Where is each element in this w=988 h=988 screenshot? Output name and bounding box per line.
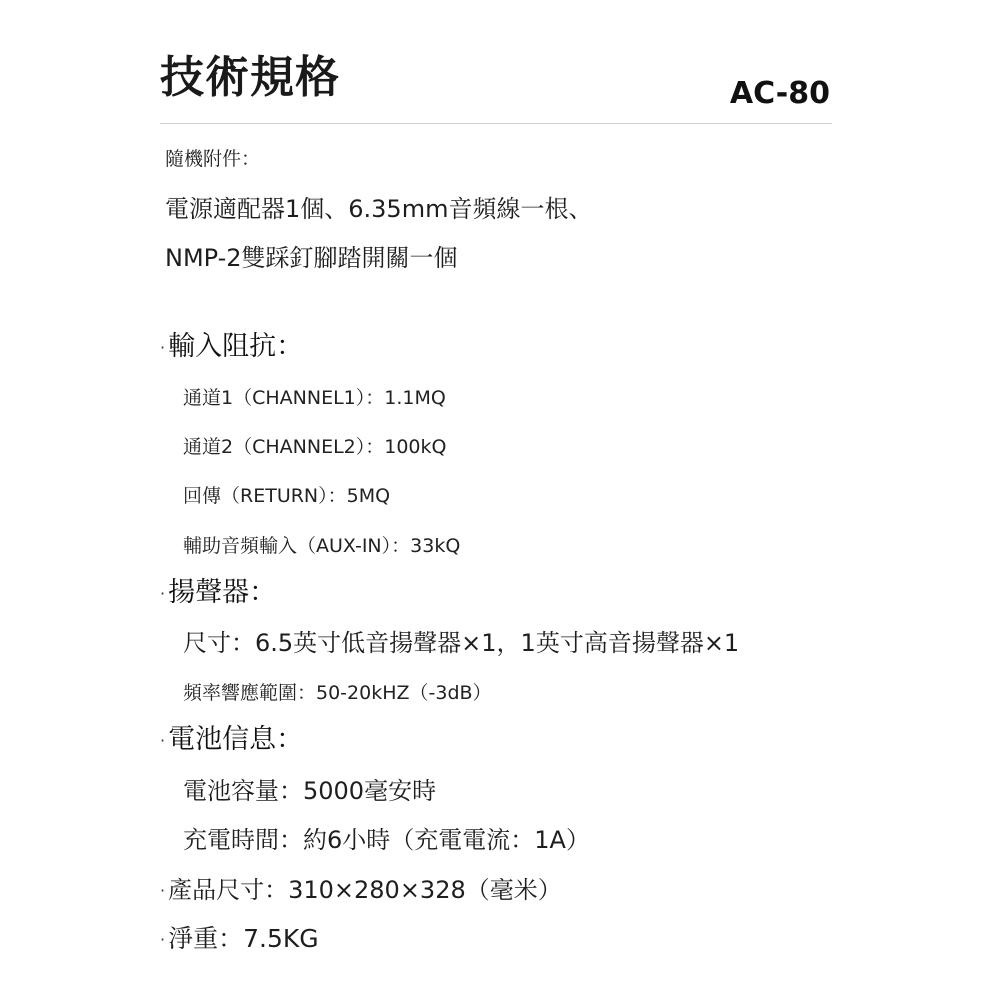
impedance-item-channel1: 通道1（CHANNEL1）：1.1MQ: [183, 387, 446, 409]
accessories-line-2: NMP-2雙踩釘腳踏開關一個: [165, 244, 458, 272]
product-size-text: 產品尺寸：310×280×328（毫米）: [168, 876, 562, 904]
bullet-dot: ·: [160, 730, 166, 750]
model-number: AC-80: [729, 76, 830, 111]
impedance-item-return: 回傳（RETURN）：5MQ: [183, 485, 391, 507]
battery-capacity: 電池容量：5000毫安時: [183, 777, 437, 805]
impedance-item-channel2: 通道2（CHANNEL2）：100kQ: [183, 436, 447, 458]
battery-heading-text: 電池信息：: [168, 724, 304, 755]
bullet-dot: ·: [160, 337, 166, 357]
impedance-heading-text: 輸入阻抗：: [168, 331, 304, 362]
impedance-heading: [160, 329, 303, 366]
battery-heading: [160, 722, 303, 759]
bullet-dot: ·: [160, 583, 166, 603]
title-divider: [160, 123, 832, 124]
bullet-dot: ·: [160, 881, 166, 900]
page-title: 技術規格: [160, 52, 340, 103]
net-weight: [160, 922, 319, 957]
speaker-heading: [160, 575, 276, 612]
product-size: [160, 874, 562, 907]
battery-charge-time: 充電時間：約6小時（充電電流：1A）: [183, 826, 590, 854]
speaker-heading-text: 揚聲器：: [168, 577, 277, 608]
speaker-size: 尺寸：6.5英寸低音揚聲器×1，1英寸高音揚聲器×1: [183, 629, 740, 657]
impedance-item-aux-in: 輔助音頻輸入（AUX-IN）：33kQ: [183, 535, 461, 557]
speaker-frequency: 頻率響應範圍：50-20kHZ（-3dB）: [183, 682, 492, 704]
bullet-dot: ·: [160, 930, 166, 949]
accessories-label: 隨機附件：: [165, 148, 261, 170]
net-weight-text: 淨重：7.5KG: [168, 924, 319, 953]
accessories-line-1: 電源適配器1個、6.35mm音頻線一根、: [165, 195, 593, 223]
